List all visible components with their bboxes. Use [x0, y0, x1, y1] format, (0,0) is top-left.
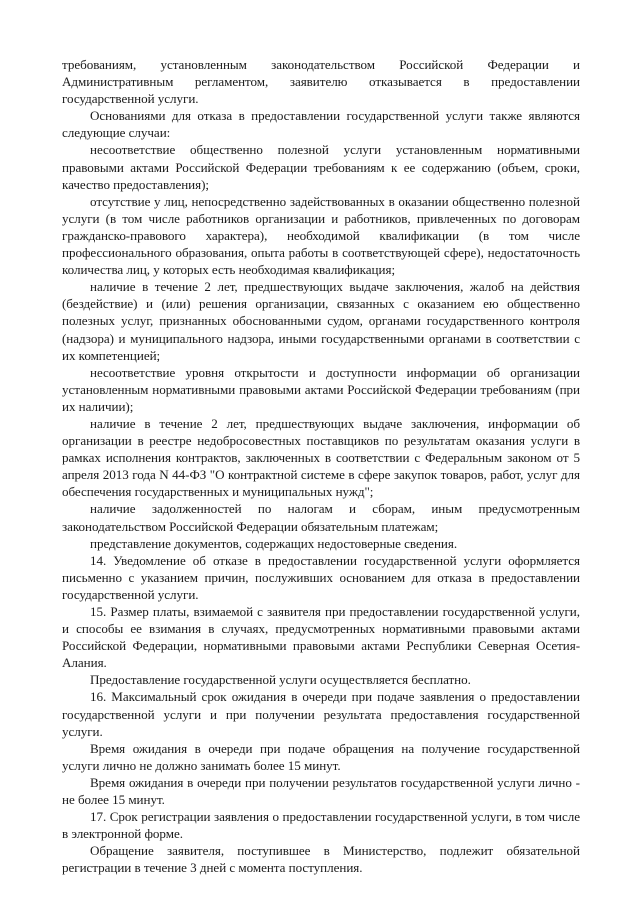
paragraph-queue-submission: Время ожидания в очереди при подаче обращения на получение государственной услуги лично не должно занимать более 15 минут. [62, 740, 580, 773]
paragraph-content-mismatch: несоответствие общественно полезной услуги установленным нормативными правовыми актами Российской Федерации требованиям к ее содержанию (объем, сроки, качество предоставления); [62, 142, 580, 192]
paragraph-section-17: 17. Срок регистрации заявления о предоставлении государственной услуги, в том числе в электронной форме. [62, 809, 580, 842]
paragraph-section-16: 16. Максимальный срок ожидания в очереди при подаче заявления о предоставлении государственной услуги и при получении результата предоставления государственной услуги. [62, 689, 580, 739]
paragraph-qualification-lack: отсутствие у лиц, непосредственно задействованных в оказании общественно полезной услуги (в том числе работников организации и работников, привлеченных по договорам гражданско-правового характера), необходимой квалификации (в том числе профессионального образования, опыта работы в соответствующей сфере), недостаточность количества лиц, у которых есть необходимая квалификация; [62, 193, 580, 278]
paragraph-section-14: 14. Уведомление об отказе в предоставлении государственной услуги оформляется письменно с указанием причин, послуживших основанием для отказа в предоставлении государственной услуги. [62, 552, 580, 602]
paragraph-refusal-continuation: требованиям, установленным законодательством Российской Федерации и Административным регламентом, заявителю отказывается в предоставлении государственной услуги. [62, 57, 580, 107]
paragraph-registration: Обращение заявителя, поступившее в Министерство, подлежит обязательной регистрации в течение 3 дней с момента поступления. [62, 843, 580, 876]
paragraph-refusal-grounds-intro: Основаниями для отказа в предоставлении государственной услуги также являются следующие случаи: [62, 108, 580, 141]
paragraph-tax-debts: наличие задолженностей по налогам и сборам, иным предусмотренным законодательством Российской Федерации обязательным платежам; [62, 501, 580, 534]
paragraph-free-of-charge: Предоставление государственной услуги осуществляется бесплатно. [90, 672, 471, 688]
document-page [62, 56, 580, 877]
paragraph-unfair-suppliers: наличие в течение 2 лет, предшествующих выдаче заключения, информации об организации в реестре недобросовестных поставщиков по результатам оказания услуги в рамках исполнения контрактов, заключенных в соответствии с Федеральным законом от 5 апреля 2013 года N 44-ФЗ "О контрактной системе в сфере закупок товаров, работ, услуг для обеспечения государственных и муниципальных нужд"; [62, 415, 580, 500]
paragraph-queue-receipt: Время ожидания в очереди при получении результатов государственной услуги лично - не более 15 минут. [62, 774, 580, 808]
paragraph-false-documents: представление документов, содержащих недостоверные сведения. [90, 535, 458, 551]
paragraph-complaints: наличие в течение 2 лет, предшествующих выдаче заключения, жалоб на действия (бездействие) и (или) решения организации, связанных с оказанием ею общественно полезных услуг, признанных обоснованными судом, органами государственного контроля (надзора) и муниципального надзора, иными государственными органами в соответствии с их компетенцией; [62, 279, 580, 363]
paragraph-section-15: 15. Размер платы, взимаемой с заявителя при предоставлении государственной услуги, и способы ее взимания в случаях, предусмотренных нормативными правовыми актами Российской Федерации, нормативными правовыми актами Республики Северная Осетия-Алания. [62, 604, 580, 671]
paragraph-openness: несоответствие уровня открытости и доступности информации об организации установленным нормативными правовыми актами Российской Федерации требованиям (при их наличии); [62, 364, 580, 414]
